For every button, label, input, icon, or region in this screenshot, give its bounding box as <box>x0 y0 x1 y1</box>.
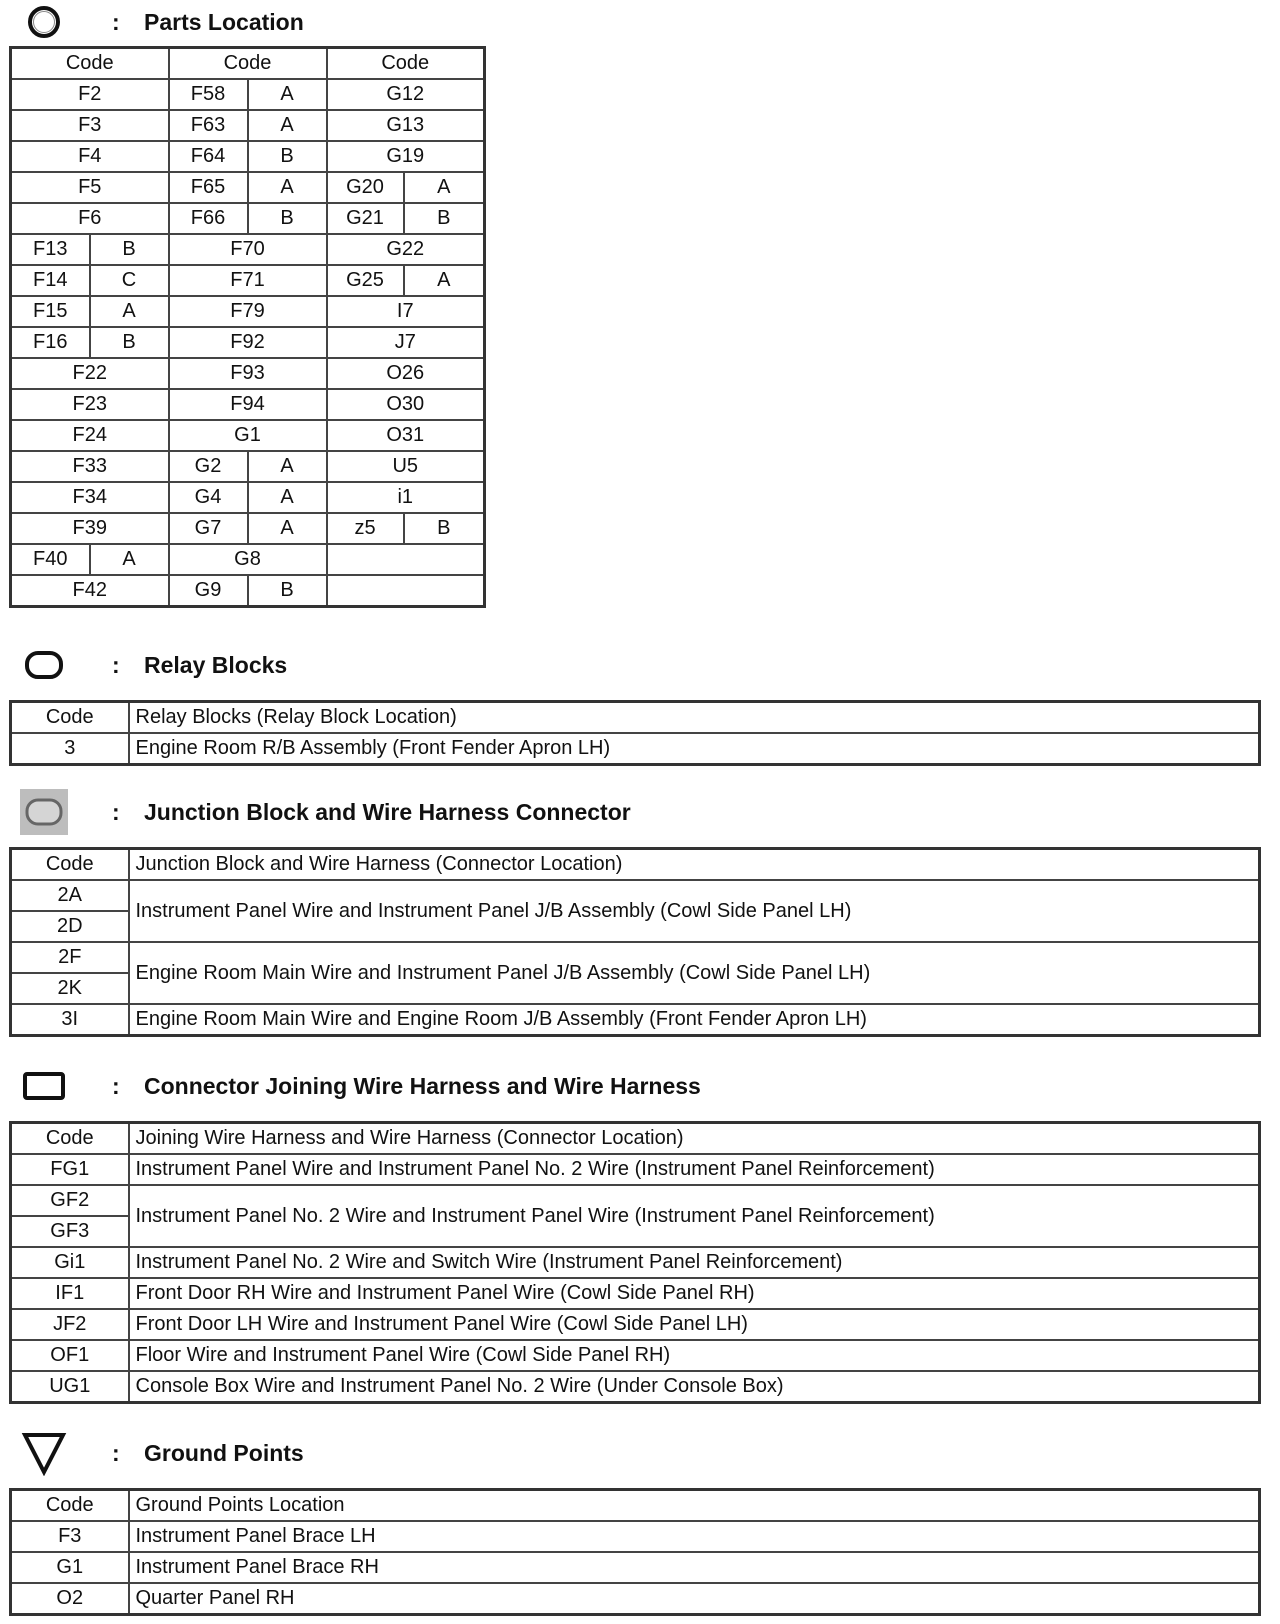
part-variant: B <box>404 203 485 234</box>
heading-colon: : <box>112 798 120 825</box>
part-code: G19 <box>327 141 485 172</box>
table-row <box>11 110 485 141</box>
column-header-code: Code <box>11 1490 129 1522</box>
circle-icon <box>10 0 78 44</box>
part-code: F5 <box>11 172 169 203</box>
table-row <box>11 1583 1260 1615</box>
table-row <box>11 79 485 110</box>
junction-block-heading <box>10 790 631 834</box>
header-row <box>11 1123 1260 1155</box>
table-row <box>11 451 485 482</box>
connector-code: FG1 <box>11 1154 129 1185</box>
ground-points-title: Ground Points <box>144 1439 304 1466</box>
part-code: O31 <box>327 420 485 451</box>
table-row <box>11 733 1260 765</box>
part-code: F23 <box>11 389 169 420</box>
connector-joining-heading <box>10 1064 701 1108</box>
part-code: G2 <box>169 451 248 482</box>
header-row <box>11 1490 1260 1522</box>
part-code: G25 <box>327 265 404 296</box>
part-code: G1 <box>169 420 327 451</box>
header-row <box>11 48 485 80</box>
part-code: F40 <box>11 544 90 575</box>
part-code: F94 <box>169 389 327 420</box>
connector-code: 2D <box>11 911 129 942</box>
part-code: F79 <box>169 296 327 327</box>
connector-code: GF2 <box>11 1185 129 1216</box>
part-variant: A <box>248 513 327 544</box>
location-description: Quarter Panel RH <box>129 1583 1260 1615</box>
table-row <box>11 358 485 389</box>
connector-code: 3 <box>11 733 129 765</box>
table-row <box>11 203 485 234</box>
parts-location-title: Parts Location <box>144 8 304 35</box>
part-code: F13 <box>11 234 90 265</box>
part-code: i1 <box>327 482 485 513</box>
part-variant: A <box>404 265 485 296</box>
connector-code: GF3 <box>11 1216 129 1247</box>
part-code: G22 <box>327 234 485 265</box>
table-row <box>11 234 485 265</box>
part-variant: B <box>248 203 327 234</box>
location-description: Instrument Panel No. 2 Wire and Instrument Panel Wire (Instrument Panel Reinforcement) <box>129 1185 1260 1247</box>
table-row <box>11 1278 1260 1309</box>
part-code: G13 <box>327 110 485 141</box>
part-code: G4 <box>169 482 248 513</box>
table-row <box>11 327 485 358</box>
part-code: G9 <box>169 575 248 607</box>
part-code: U5 <box>327 451 485 482</box>
part-variant: A <box>248 172 327 203</box>
table-row <box>11 1521 1260 1552</box>
parts-location-heading <box>10 0 304 44</box>
part-code: F42 <box>11 575 169 607</box>
table-row <box>11 265 485 296</box>
table-row <box>11 880 1260 911</box>
location-description: Console Box Wire and Instrument Panel No. 2 Wire (Under Console Box) <box>129 1371 1260 1403</box>
column-header-location: Relay Blocks (Relay Block Location) <box>129 702 1260 734</box>
part-code: F93 <box>169 358 327 389</box>
header-row <box>11 849 1260 881</box>
location-description: Instrument Panel No. 2 Wire and Switch Wire (Instrument Panel Reinforcement) <box>129 1247 1260 1278</box>
rounded-rectangle-icon <box>10 643 78 687</box>
empty-cell <box>327 544 485 575</box>
connector-code: IF1 <box>11 1278 129 1309</box>
part-code: F58 <box>169 79 248 110</box>
table-row <box>11 420 485 451</box>
heading-colon: : <box>112 651 120 678</box>
part-variant: C <box>90 265 169 296</box>
part-variant: A <box>248 110 327 141</box>
table-row <box>11 513 485 544</box>
part-code: I7 <box>327 296 485 327</box>
relay-blocks-table <box>9 700 1261 766</box>
part-code: F92 <box>169 327 327 358</box>
part-variant: B <box>248 141 327 172</box>
location-description: Front Door RH Wire and Instrument Panel Wire (Cowl Side Panel RH) <box>129 1278 1260 1309</box>
part-code: O26 <box>327 358 485 389</box>
column-header-code: Code <box>11 1123 129 1155</box>
part-code: z5 <box>327 513 404 544</box>
heading-colon: : <box>112 8 120 35</box>
column-header: Code <box>327 48 485 80</box>
table-row <box>11 1371 1260 1403</box>
part-code: G21 <box>327 203 404 234</box>
table-row <box>11 482 485 513</box>
table-row <box>11 1247 1260 1278</box>
column-header-code: Code <box>11 849 129 881</box>
part-code: F33 <box>11 451 169 482</box>
part-code: F14 <box>11 265 90 296</box>
table-row <box>11 1309 1260 1340</box>
column-header-location: Joining Wire Harness and Wire Harness (Connector Location) <box>129 1123 1260 1155</box>
column-header-location: Ground Points Location <box>129 1490 1260 1522</box>
table-row <box>11 544 485 575</box>
table-row <box>11 389 485 420</box>
shaded-rounded-rectangle-icon <box>10 790 78 834</box>
part-code: F39 <box>11 513 169 544</box>
part-code: F16 <box>11 327 90 358</box>
ground-points-table <box>9 1488 1261 1616</box>
part-variant: A <box>90 544 169 575</box>
table-row <box>11 1004 1260 1036</box>
table-row <box>11 296 485 327</box>
part-code: G8 <box>169 544 327 575</box>
part-variant: B <box>404 513 485 544</box>
part-variant: A <box>90 296 169 327</box>
part-code: G20 <box>327 172 404 203</box>
table-row <box>11 575 485 607</box>
part-code: F24 <box>11 420 169 451</box>
location-description: Instrument Panel Wire and Instrument Panel J/B Assembly (Cowl Side Panel LH) <box>129 880 1260 942</box>
part-code: F34 <box>11 482 169 513</box>
part-code: F6 <box>11 203 169 234</box>
relay-blocks-title: Relay Blocks <box>144 651 288 678</box>
part-code: G7 <box>169 513 248 544</box>
table-row <box>11 141 485 172</box>
column-header: Code <box>11 48 169 80</box>
column-header-code: Code <box>11 702 129 734</box>
connector-code: O2 <box>11 1583 129 1615</box>
part-code: F71 <box>169 265 327 296</box>
empty-cell <box>327 575 485 607</box>
part-variant: A <box>248 482 327 513</box>
connector-code: F3 <box>11 1521 129 1552</box>
connector-code: 2F <box>11 942 129 973</box>
part-variant: B <box>90 327 169 358</box>
part-code: F65 <box>169 172 248 203</box>
table-row <box>11 1552 1260 1583</box>
location-description: Instrument Panel Brace RH <box>129 1552 1260 1583</box>
connector-joining-title: Connector Joining Wire Harness and Wire Harness <box>144 1072 701 1099</box>
part-variant: A <box>248 79 327 110</box>
table-row <box>11 172 485 203</box>
location-description: Front Door LH Wire and Instrument Panel Wire (Cowl Side Panel LH) <box>129 1309 1260 1340</box>
location-description: Floor Wire and Instrument Panel Wire (Cowl Side Panel RH) <box>129 1340 1260 1371</box>
part-code: F15 <box>11 296 90 327</box>
connector-code: 3I <box>11 1004 129 1036</box>
heading-colon: : <box>112 1072 120 1099</box>
part-code: F64 <box>169 141 248 172</box>
location-description: Engine Room Main Wire and Instrument Panel J/B Assembly (Cowl Side Panel LH) <box>129 942 1260 1004</box>
table-row <box>11 1185 1260 1216</box>
table-row <box>11 942 1260 973</box>
location-description: Engine Room R/B Assembly (Front Fender Apron LH) <box>129 733 1260 765</box>
part-code: F63 <box>169 110 248 141</box>
part-code: O30 <box>327 389 485 420</box>
location-description: Instrument Panel Wire and Instrument Panel No. 2 Wire (Instrument Panel Reinforcement) <box>129 1154 1260 1185</box>
part-code: F4 <box>11 141 169 172</box>
part-code: F66 <box>169 203 248 234</box>
part-code: J7 <box>327 327 485 358</box>
rectangle-icon <box>10 1064 78 1108</box>
heading-colon: : <box>112 1439 120 1466</box>
ground-points-heading <box>10 1431 304 1475</box>
location-description: Instrument Panel Brace LH <box>129 1521 1260 1552</box>
part-code: F70 <box>169 234 327 265</box>
part-variant: B <box>248 575 327 607</box>
part-variant: A <box>404 172 485 203</box>
connector-code: Gi1 <box>11 1247 129 1278</box>
part-code: F2 <box>11 79 169 110</box>
location-description: Engine Room Main Wire and Engine Room J/B Assembly (Front Fender Apron LH) <box>129 1004 1260 1036</box>
connector-code: 2A <box>11 880 129 911</box>
connector-joining-table <box>9 1121 1261 1404</box>
table-row <box>11 1340 1260 1371</box>
connector-code: OF1 <box>11 1340 129 1371</box>
connector-code: G1 <box>11 1552 129 1583</box>
part-code: F22 <box>11 358 169 389</box>
part-variant: B <box>90 234 169 265</box>
relay-blocks-heading <box>10 643 287 687</box>
table-row <box>11 1154 1260 1185</box>
part-variant: A <box>248 451 327 482</box>
parts-location-table <box>9 46 486 608</box>
connector-code: JF2 <box>11 1309 129 1340</box>
connector-code: UG1 <box>11 1371 129 1403</box>
connector-code: 2K <box>11 973 129 1004</box>
junction-block-title: Junction Block and Wire Harness Connector <box>144 798 631 825</box>
column-header: Code <box>169 48 327 80</box>
column-header-location: Junction Block and Wire Harness (Connector Location) <box>129 849 1260 881</box>
part-code: G12 <box>327 79 485 110</box>
triangle-down-icon <box>10 1431 78 1475</box>
header-row <box>11 702 1260 734</box>
part-code: F3 <box>11 110 169 141</box>
junction-block-table <box>9 847 1261 1037</box>
